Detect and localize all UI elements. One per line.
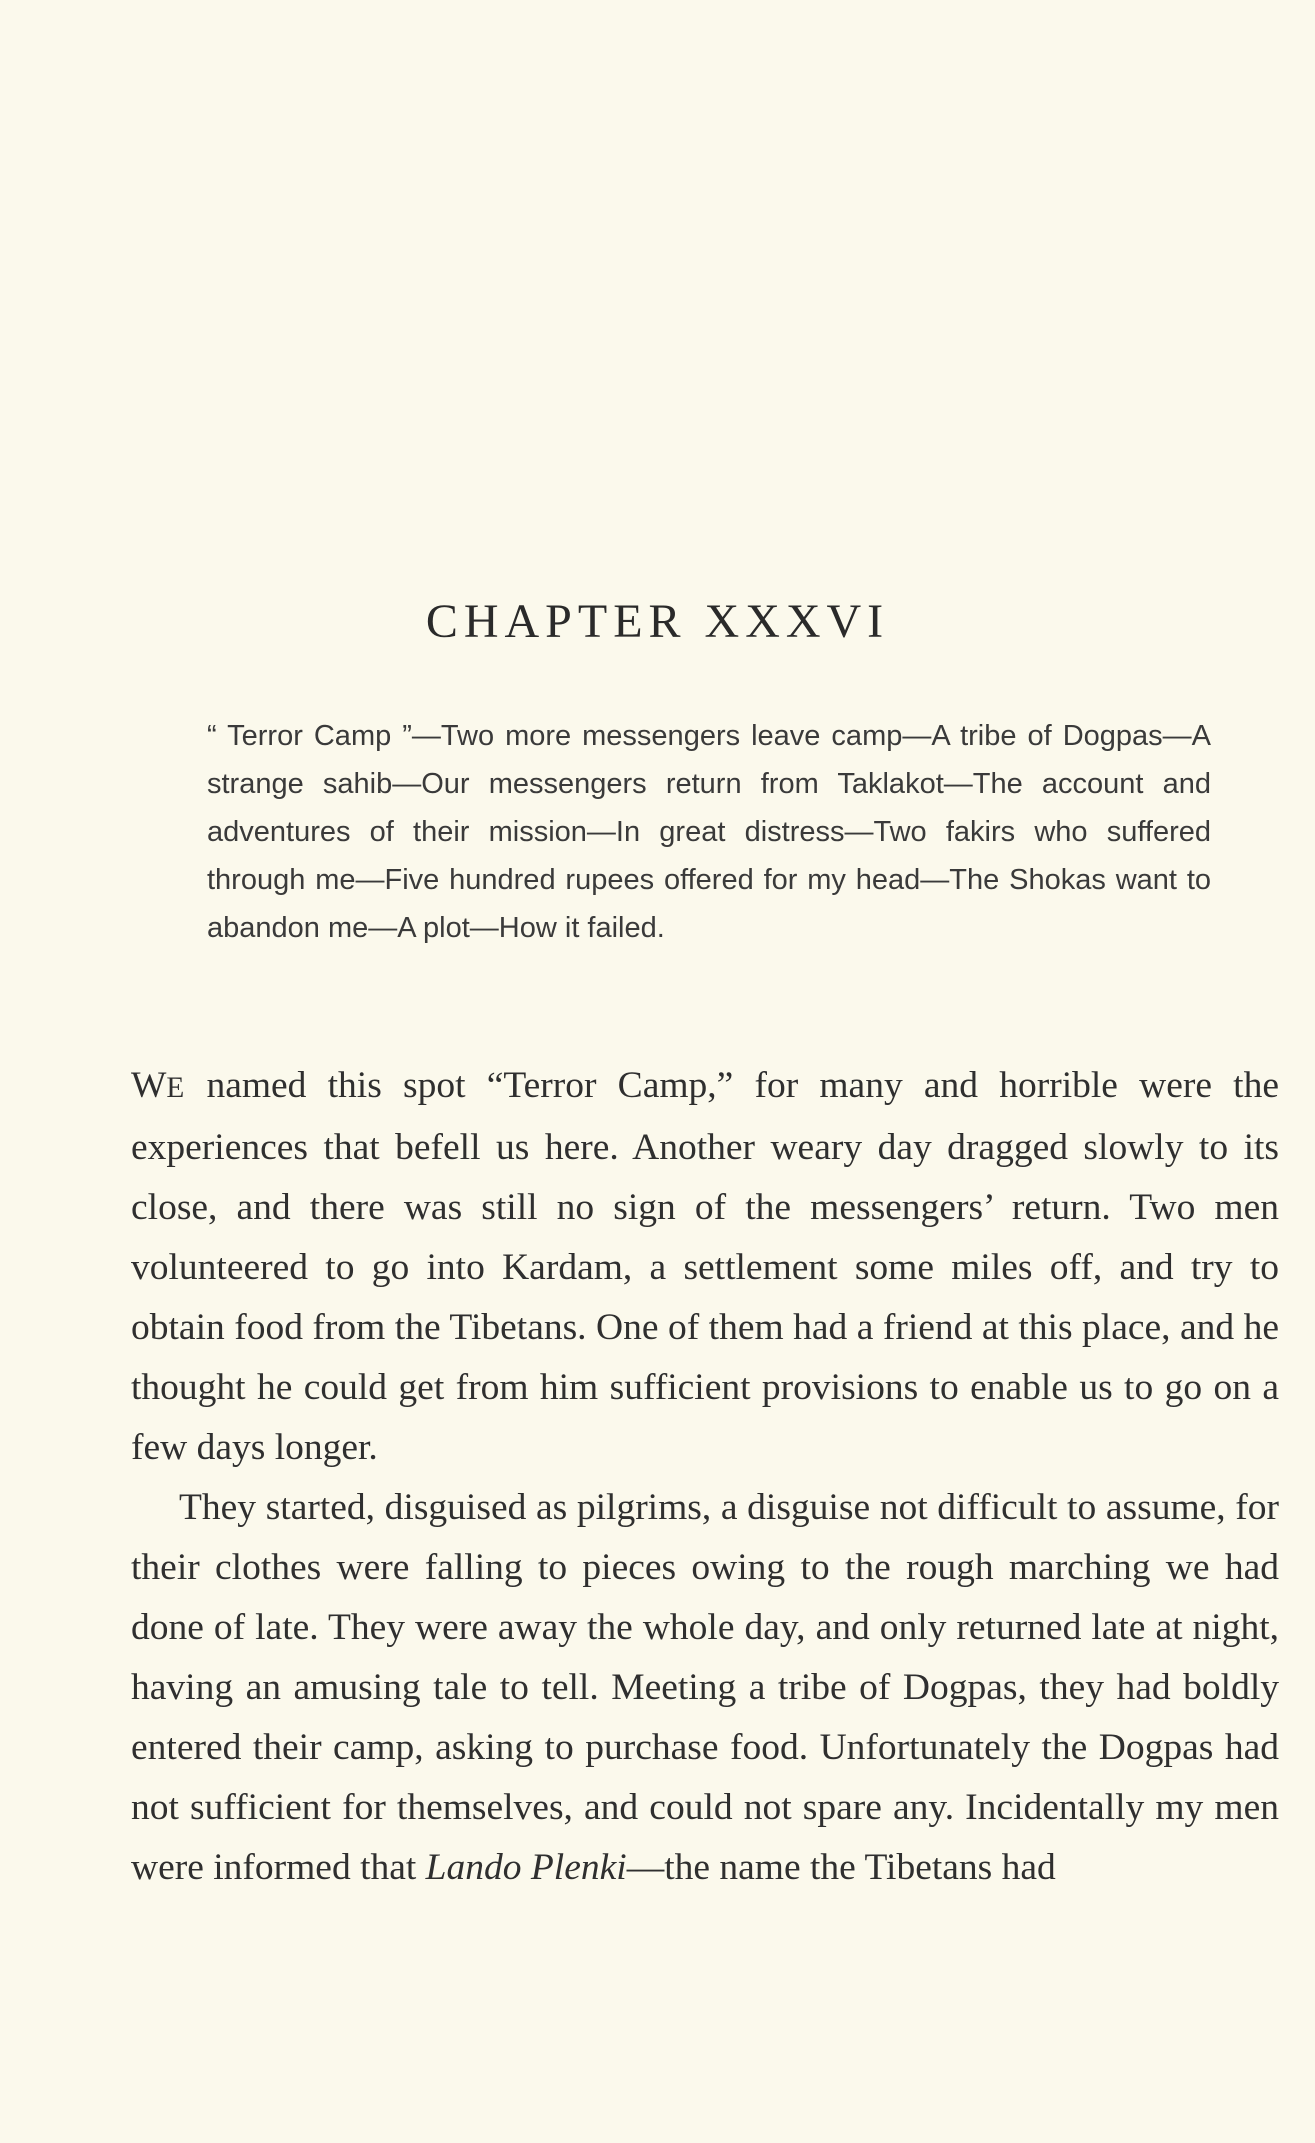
drop-initial: W (131, 1065, 167, 1106)
paragraph-2 (131, 1478, 1279, 1898)
chapter-summary: “ Terror Camp ”—Two more messengers leave camp—A tribe of Dogpas—A strange sahib—Our messengers return from Taklakot—The account and adventures of their mission—In great distress—Two fakirs who suffered through me—Five hundred rupees offered for my head—The Shokas want to abandon me—A plot—How it failed. (207, 720, 1211, 944)
paragraph-2-text: They started, disguised as pilgrims, a disguise not difficult to assume, for their clothes were falling to pieces owing to the rough marching we had done of late. They were away the whole day, and only returned late at night, having an amusing tale to tell. Meeting a tribe of Dogpas, they had boldly entered their camp, asking to purchase food. Unfortunately the Dogpas had not sufficient for themselves, and could not spare any. Incidentally my men were informed that (131, 1487, 1279, 1888)
body-text (131, 1056, 1279, 1898)
paragraph-1-text: named this spot “Terror Camp,” for many and horrible were the experiences that befell us here. Another weary day dragged slowly to its close, and there was still no sign of the messengers’ return. Two men volunteered to go into Kardam, a settlement some miles off, and try to obtain food from the Tibetans. One of them had a friend at this place, and he thought he could get from him sufficient provisions to enable us to go on a few days longer. (131, 1065, 1279, 1468)
chapter-title: CHAPTER XXXVI (425, 595, 890, 648)
initial-word-rest: E (166, 1072, 186, 1104)
italic-name: Lando Plenki (425, 1847, 627, 1888)
paragraph-1 (131, 1056, 1279, 1478)
paragraph-2-tail: —the name the Tibetans had (626, 1847, 1056, 1888)
